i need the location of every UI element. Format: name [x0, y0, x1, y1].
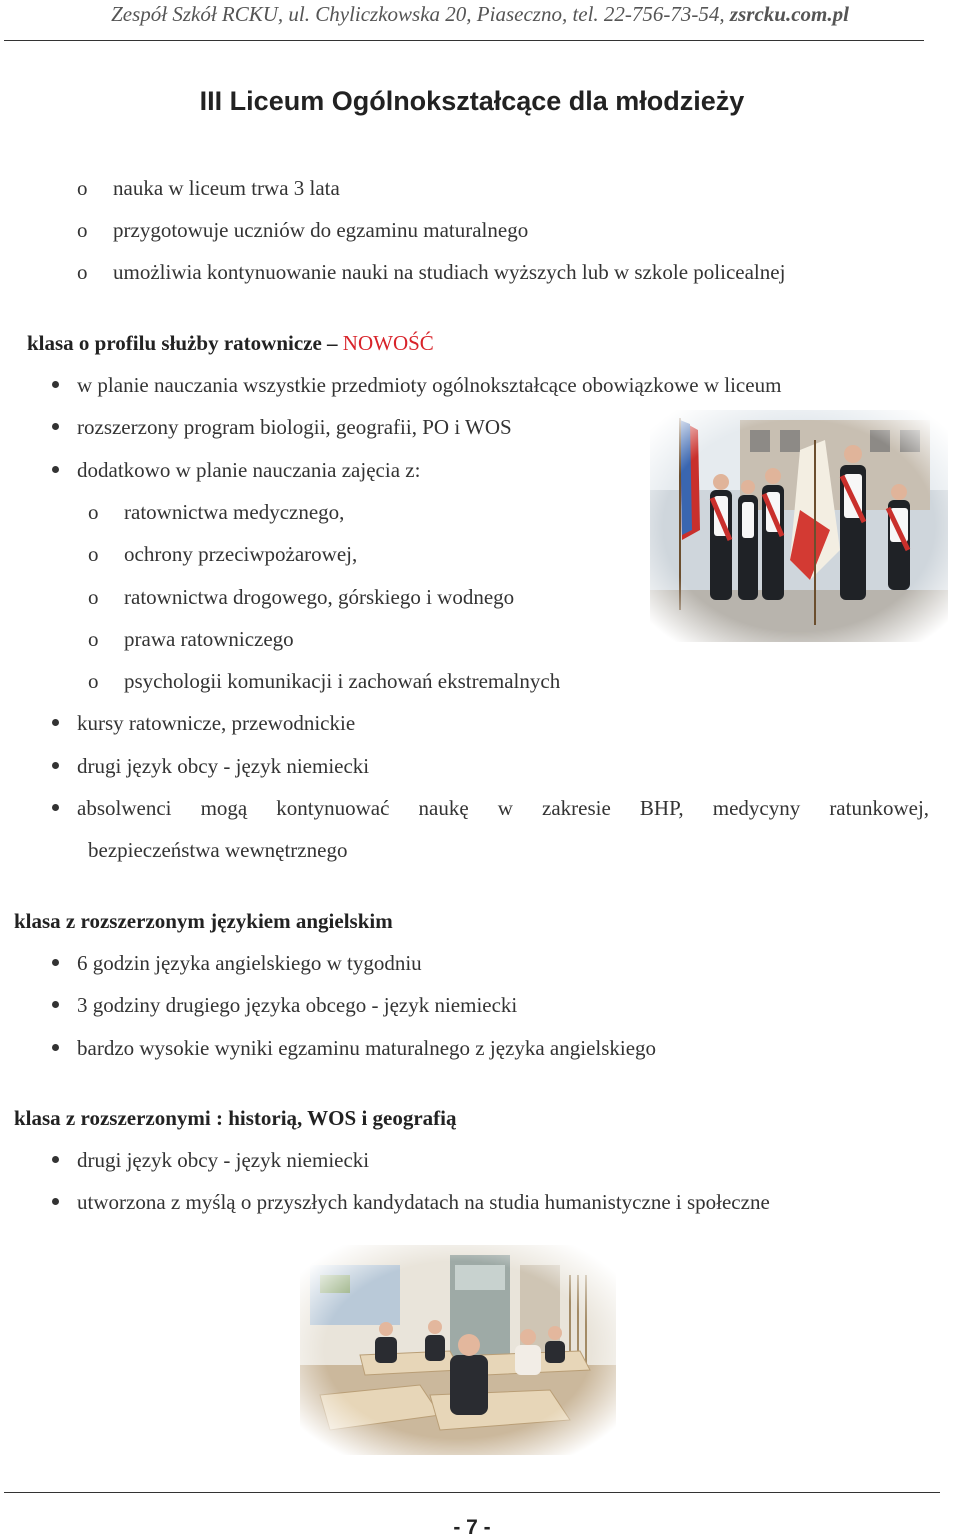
sublist-item: ratownictwa medycznego, [124, 500, 345, 524]
section-heading-rescue [27, 330, 434, 356]
list-item: nauka w liceum trwa 3 lata [113, 176, 340, 200]
list-item: drugi język obcy - język niemiecki [77, 1148, 370, 1172]
bullet-dot [52, 959, 59, 966]
ceremony-illustration [650, 410, 948, 642]
list-item: 3 godziny drugiego języka obcego - język niemiecki [77, 993, 518, 1017]
list-marker: o [77, 218, 88, 242]
word: absolwenci [77, 796, 172, 820]
section-heading-humanities: klasa z rozszerzonymi : historią, WOS i geografią [14, 1106, 457, 1130]
bullet-dot [52, 423, 59, 430]
classroom-photo [300, 1245, 616, 1455]
list-item: umożliwia kontynuowanie nauki na studiach wyższych lub w szkole policealnej [113, 260, 786, 284]
sublist-item: prawa ratowniczego [124, 627, 294, 651]
list-item: rozszerzony program biologii, geografii, PO i WOS [77, 415, 512, 439]
list-item: 6 godzin języka angielskiego w tygodniu [77, 951, 422, 975]
word: naukę [418, 796, 469, 820]
section-heading-english: klasa z rozszerzonym językiem angielskim [14, 909, 393, 933]
word: kontynuować [276, 796, 390, 820]
list-item: drugi język obcy - język niemiecki [77, 754, 370, 778]
word: mogą [200, 796, 248, 820]
sublist-item: ochrony przeciwpożarowej, [124, 542, 358, 566]
new-badge: NOWOŚĆ [342, 331, 434, 355]
list-item: przygotowuje uczniów do egzaminu maturalnego [113, 218, 529, 242]
section-heading-text: klasa o profilu służby ratownicze – [27, 331, 338, 355]
list-marker: o [77, 176, 88, 200]
sublist-item: ratownictwa drogowego, górskiego i wodnego [124, 585, 515, 609]
bullet-dot [52, 1156, 59, 1163]
list-marker: o [88, 669, 99, 693]
page-title: III Liceum Ogólnokształcące dla młodzieży [199, 86, 745, 116]
list-item: bardzo wysokie wyniki egzaminu maturalnego z języka angielskiego [77, 1036, 657, 1060]
ceremony-photo [650, 410, 948, 642]
sublist-item: psychologii komunikacji i zachowań ekstremalnych [124, 669, 561, 693]
page-number: - 7 - [453, 1516, 491, 1539]
word: BHP, [639, 796, 684, 820]
list-item: utworzona z myślą o przyszłych kandydatach na studia humanistyczne i społeczne [77, 1190, 770, 1214]
word: w [497, 796, 513, 820]
bullet-dot [52, 719, 59, 726]
footer-rule [4, 1492, 940, 1493]
bullet-dot [52, 762, 59, 769]
bullet-dot [52, 1001, 59, 1008]
list-item-continuation: bezpieczeństwa wewnętrznego [88, 838, 348, 862]
bullet-dot [52, 804, 59, 811]
list-marker: o [88, 585, 99, 609]
list-marker: o [88, 542, 99, 566]
page-header [0, 0, 960, 28]
word: zakresie [542, 796, 611, 820]
list-marker: o [88, 500, 99, 524]
list-item: dodatkowo w planie nauczania zajęcia z: [77, 458, 421, 482]
header-rule [4, 40, 924, 41]
bullet-dot [52, 1198, 59, 1205]
classroom-illustration [300, 1245, 616, 1455]
header-website: zsrcku.com.pl [729, 2, 849, 26]
word: ratunkowej, [829, 796, 930, 820]
bullet-dot [52, 466, 59, 473]
list-item-graduates [77, 795, 929, 821]
word: medycyny [712, 796, 801, 820]
bullet-dot [52, 1044, 59, 1051]
list-item: kursy ratownicze, przewodnickie [77, 711, 356, 735]
list-marker: o [77, 260, 88, 284]
list-marker: o [88, 627, 99, 651]
header-contact: Zespół Szkół RCKU, ul. Chyliczkowska 20, Piaseczno, tel. 22-756-73-54, [111, 2, 730, 26]
bullet-dot [52, 381, 59, 388]
list-item: w planie nauczania wszystkie przedmioty ogólnokształcące obowiązkowe w liceum [77, 373, 782, 397]
